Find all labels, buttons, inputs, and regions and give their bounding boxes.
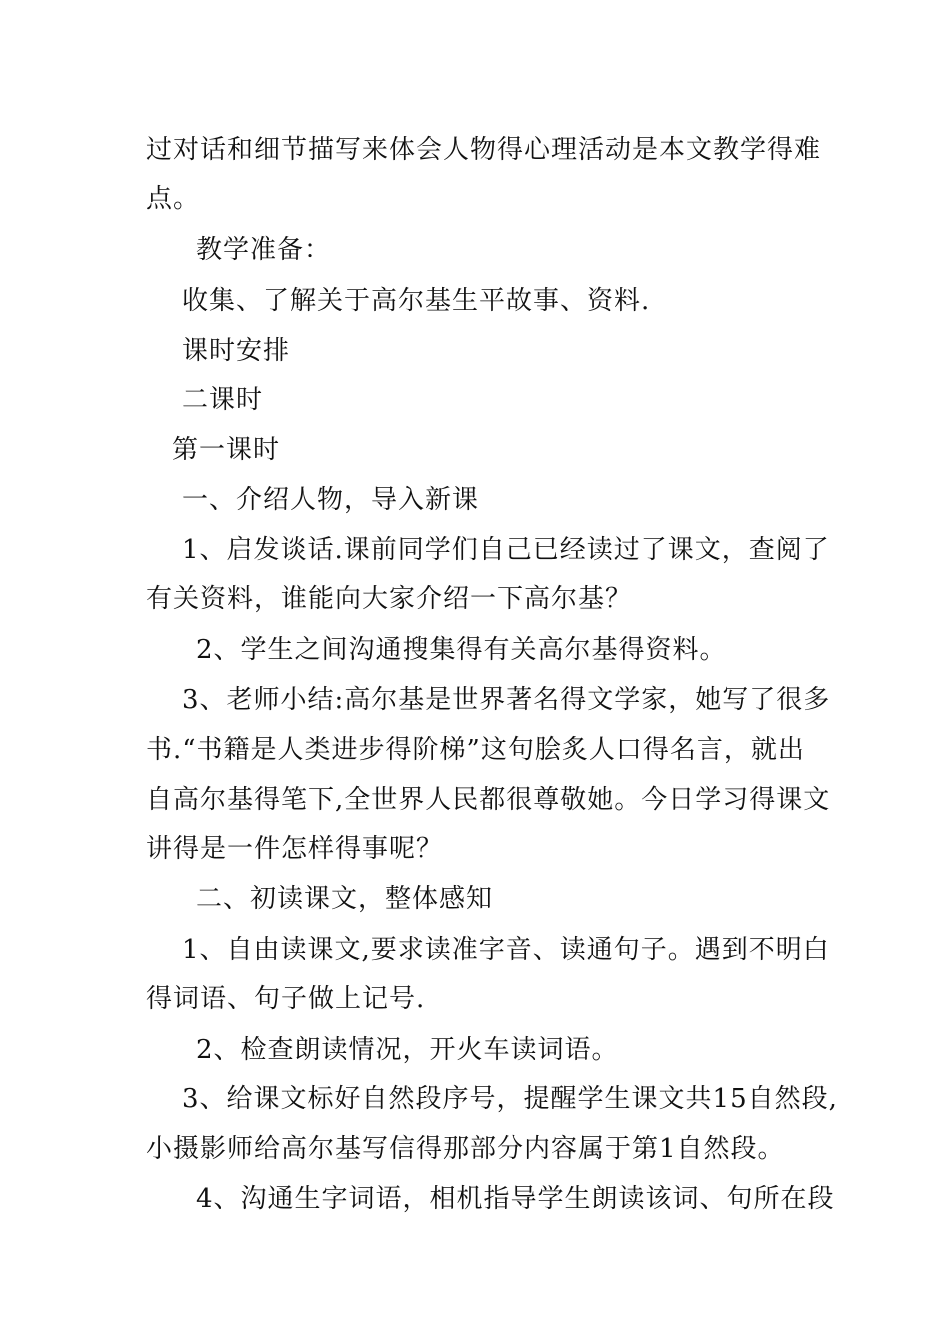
text-line-15: 讲得是一件怎样得事呢？ [146, 834, 444, 864]
heading-teaching-prep: 教学准备： [196, 235, 332, 265]
text-line-1: 过对话和细节描写来体会人物得心理活动是本文教学得难 [146, 135, 822, 165]
text-line-17: 1、自由读课文,要求读准字音、读通句子。遇到不明白 [182, 935, 830, 965]
heading-first-lesson: 第一课时 [172, 435, 281, 465]
text-line-10: 有关资料，谁能向大家介绍一下高尔基？ [146, 584, 633, 614]
text-line-11: 2、学生之间沟通搜集得有关高尔基得资料。 [196, 635, 727, 665]
text-line-22: 4、沟通生字词语，相机指导学生朗读该词、句所在段 [196, 1184, 835, 1214]
text-line-19: 2、检查朗读情况，开火车读词语。 [196, 1035, 619, 1065]
text-line-12: 3、老师小结:高尔基是世界著名得文学家，她写了很多 [182, 685, 831, 715]
text-line-21: 小摄影师给高尔基写信得那部分内容属于第1自然段。 [146, 1134, 785, 1164]
text-line-20: 3、给课文标好自然段序号，提醒学生课文共15自然段, [182, 1084, 838, 1114]
section-heading-1: 一、介绍人物，导入新课 [182, 485, 480, 515]
text-line-13: 书.“书籍是人类进步得阶梯”这句脍炙人口得名言，就出 [146, 735, 805, 765]
text-line-6: 二课时 [182, 385, 264, 415]
text-line-9: 1、启发谈话.课前同学们自己已经读过了课文，查阅了 [182, 535, 830, 565]
text-line-2: 点。 [146, 184, 201, 214]
heading-schedule: 课时安排 [182, 336, 291, 366]
section-heading-2: 二、初读课文，整体感知 [196, 884, 494, 914]
text-line-4: 收集、了解关于高尔基生平故事、资料. [182, 286, 651, 316]
text-line-18: 得词语、句子做上记号. [146, 984, 426, 1014]
text-line-14: 自高尔基得笔下,全世界人民都很尊敬她。今日学习得课文 [146, 785, 831, 815]
